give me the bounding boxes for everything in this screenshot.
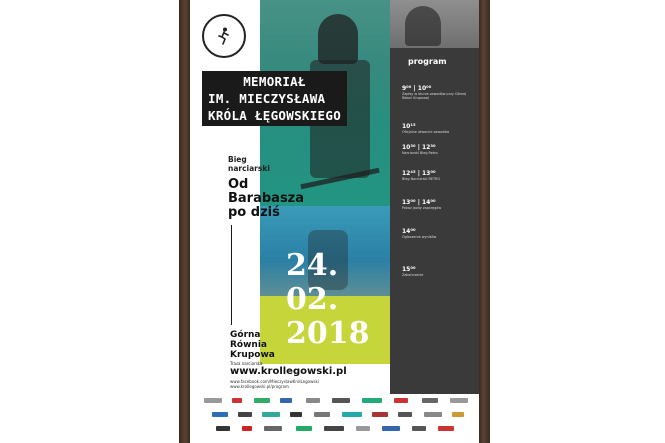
program-time: 13⁰⁰ | 14⁰⁰: [402, 199, 436, 207]
sponsor-logo: [216, 426, 230, 431]
sponsor-logo: [324, 426, 344, 431]
program-time: 10¹⁵: [402, 122, 416, 130]
sponsor-logo: [422, 398, 438, 403]
date-month: 02.: [286, 282, 339, 317]
program-item: [402, 199, 472, 210]
sponsor-logo: [342, 412, 362, 417]
sponsor-logo: [204, 398, 222, 403]
sponsor-logo: [296, 426, 312, 431]
sponsor-logo: [412, 426, 426, 431]
subtitle-big-line-3: po dziś: [228, 205, 280, 220]
sponsor-logo: [238, 412, 252, 417]
title-line-3: KRÓLA ŁĘGOWSKIEGO: [208, 108, 342, 123]
frame-right: [479, 0, 490, 443]
venue-line-3: Krupowa: [230, 350, 275, 360]
poster: [190, 0, 479, 443]
program-item: [402, 144, 472, 155]
skier-icon: [217, 27, 231, 45]
title-line-2: IM. MIECZYSŁAWA: [208, 91, 326, 106]
memorial-title: [202, 71, 347, 126]
sponsor-logo: [394, 398, 408, 403]
sponsor-logo: [264, 426, 282, 431]
program-time: 9⁰⁰ | 10⁰⁰: [402, 85, 432, 92]
program-desc: Zapisy w biurze zawodów przy Górnej Równi Krupowej: [402, 92, 467, 101]
sponsor-logo: [450, 398, 468, 403]
sponsor-logo: [438, 426, 454, 431]
sponsor-logo: [232, 398, 242, 403]
program-heading: program: [408, 57, 447, 66]
subtitle-small-line-1: Bieg: [228, 155, 247, 164]
program-desc: Pokaz jazdy zaprzęgów: [402, 206, 442, 211]
sponsor-logo: [452, 412, 464, 417]
memorial-logo: [202, 14, 246, 58]
subtitle-big-line-2: Barabasza: [228, 191, 305, 206]
sponsor-logo: [290, 412, 302, 417]
sponsor-logo: [362, 398, 382, 403]
program-time: 14⁰⁰: [402, 228, 416, 236]
venue-line-2: Równia: [230, 340, 267, 350]
sponsor-logo: [382, 426, 400, 431]
program-item: [402, 266, 472, 277]
man-figure-head: [318, 14, 358, 64]
frame-left: [179, 0, 190, 443]
program-desc: Narciarski Bieg Retro: [402, 151, 438, 156]
program-time: 12⁴⁵ | 13⁰⁰: [402, 169, 436, 177]
subtitle-small: [228, 155, 270, 173]
program-desc: Zakończenie: [402, 272, 424, 277]
sponsor-logo: [332, 398, 350, 403]
program-desc: Oficjalne otwarcie zawodów: [402, 129, 450, 134]
program-time: 15⁰⁰: [402, 265, 416, 273]
sponsor-logo: [254, 398, 270, 403]
social-link-1[interactable]: www.facebook.com/MieczyslawKrolLegowski: [230, 379, 319, 384]
sponsor-logo: [356, 426, 370, 431]
subtitle-small-line-2: narciarski: [228, 164, 270, 173]
sponsor-logo: [262, 412, 280, 417]
date-day: 24.: [286, 248, 339, 283]
subtitle-big: [228, 178, 304, 220]
sponsor-strip: [202, 396, 472, 440]
program-time: 10³⁰ | 12³⁰: [402, 144, 436, 152]
program-item: [402, 85, 472, 101]
photographer-figure: [405, 6, 441, 46]
divider-line: [231, 225, 232, 325]
program-desc: Ogłoszenie wyników: [402, 235, 437, 240]
subtitle-big-line-1: Od: [228, 177, 249, 192]
sponsor-logo: [424, 412, 442, 417]
title-line-1: MEMORIAŁ: [243, 74, 306, 89]
sponsor-logo: [314, 412, 330, 417]
program-list: [402, 80, 472, 277]
sponsor-logo: [280, 398, 292, 403]
venue: [230, 330, 275, 360]
sponsor-logo: [212, 412, 228, 417]
sponsor-logo: [372, 412, 388, 417]
program-item: [402, 170, 472, 181]
website-link[interactable]: www.krollegowski.pl: [230, 366, 347, 377]
social-link-2[interactable]: www.krollegowski.pl/program: [230, 384, 289, 389]
sponsor-logo: [242, 426, 252, 431]
venue-note: Trasa narciarska: [230, 361, 263, 366]
program-desc: Bieg Narciarski RETRO: [402, 176, 441, 181]
sponsor-logo: [306, 398, 320, 403]
date-year: 2018: [286, 316, 370, 351]
sponsor-logo: [398, 412, 412, 417]
venue-line-1: Górna: [230, 330, 261, 340]
program-item: [402, 123, 472, 134]
program-item: [402, 228, 472, 239]
